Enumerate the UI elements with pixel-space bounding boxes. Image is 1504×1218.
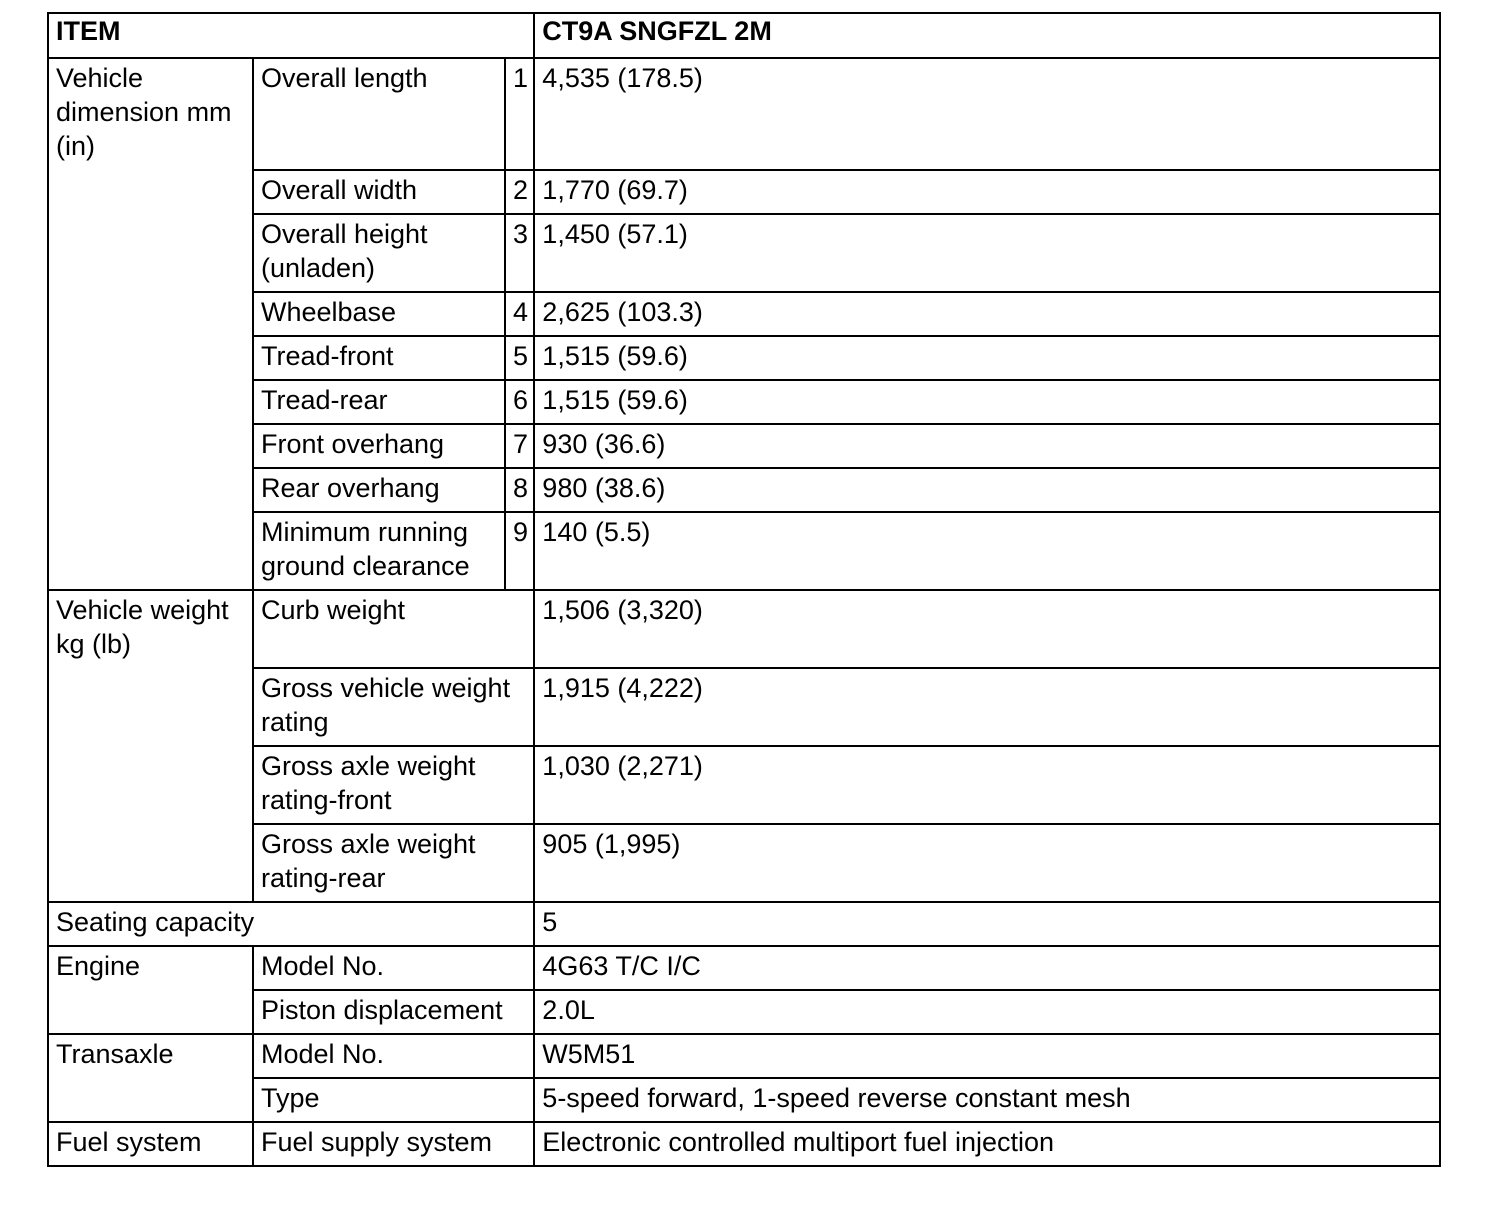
row-value: W5M51 bbox=[534, 1034, 1440, 1078]
row-number: 6 bbox=[505, 380, 534, 424]
table-row bbox=[48, 668, 1440, 746]
row-label: Tread-front bbox=[253, 336, 505, 380]
row-value: 930 (36.6) bbox=[534, 424, 1440, 468]
table-row bbox=[48, 58, 1440, 170]
fuel-group-label: Fuel system bbox=[48, 1122, 253, 1166]
row-label: Model No. bbox=[253, 1034, 534, 1078]
row-label: Gross axle weight rating-rear bbox=[253, 824, 534, 902]
row-label: Gross axle weight rating-front bbox=[253, 746, 534, 824]
transaxle-group-label: Transaxle bbox=[48, 1034, 253, 1122]
table-row bbox=[48, 946, 1440, 990]
row-value: 140 (5.5) bbox=[534, 512, 1440, 590]
row-value: 1,030 (2,271) bbox=[534, 746, 1440, 824]
row-number: 4 bbox=[505, 292, 534, 336]
row-value: 5-speed forward, 1-speed reverse constant mesh bbox=[534, 1078, 1440, 1122]
row-value: 980 (38.6) bbox=[534, 468, 1440, 512]
table-row bbox=[48, 170, 1440, 214]
header-item: ITEM bbox=[48, 13, 534, 58]
row-label: Tread-rear bbox=[253, 380, 505, 424]
table-row bbox=[48, 824, 1440, 902]
row-label: Model No. bbox=[253, 946, 534, 990]
row-label: Fuel supply system bbox=[253, 1122, 534, 1166]
row-value: 1,506 (3,320) bbox=[534, 590, 1440, 668]
row-number: 9 bbox=[505, 512, 534, 590]
row-value: 4G63 T/C I/C bbox=[534, 946, 1440, 990]
row-value: 2.0L bbox=[534, 990, 1440, 1034]
row-value: 1,450 (57.1) bbox=[534, 214, 1440, 292]
row-label: Curb weight bbox=[253, 590, 534, 668]
table-row bbox=[48, 214, 1440, 292]
table-row bbox=[48, 380, 1440, 424]
row-number: 3 bbox=[505, 214, 534, 292]
row-value: 1,515 (59.6) bbox=[534, 336, 1440, 380]
row-value: 905 (1,995) bbox=[534, 824, 1440, 902]
row-number: 1 bbox=[505, 58, 534, 170]
table-row bbox=[48, 1078, 1440, 1122]
row-number: 8 bbox=[505, 468, 534, 512]
row-value: 2,625 (103.3) bbox=[534, 292, 1440, 336]
row-label: Overall length bbox=[253, 58, 505, 170]
row-label: Overall height (unladen) bbox=[253, 214, 505, 292]
table-row bbox=[48, 990, 1440, 1034]
table-row bbox=[48, 902, 1440, 946]
row-value: 1,770 (69.7) bbox=[534, 170, 1440, 214]
row-value: 1,915 (4,222) bbox=[534, 668, 1440, 746]
engine-group-label: Engine bbox=[48, 946, 253, 1034]
row-number: 7 bbox=[505, 424, 534, 468]
row-number: 5 bbox=[505, 336, 534, 380]
weight-group-label: Vehicle weight kg (lb) bbox=[48, 590, 253, 902]
table-row bbox=[48, 292, 1440, 336]
row-value: Electronic controlled multiport fuel injection bbox=[534, 1122, 1440, 1166]
row-label: Gross vehicle weight rating bbox=[253, 668, 534, 746]
row-label: Wheelbase bbox=[253, 292, 505, 336]
header-model: CT9A SNGFZL 2M bbox=[534, 13, 1440, 58]
table-row bbox=[48, 468, 1440, 512]
table-row bbox=[48, 336, 1440, 380]
header-row bbox=[48, 13, 1440, 58]
table-row bbox=[48, 512, 1440, 590]
row-number: 2 bbox=[505, 170, 534, 214]
table-row bbox=[48, 1122, 1440, 1166]
dimension-group-label: Vehicle dimension mm (in) bbox=[48, 58, 253, 590]
row-value: 4,535 (178.5) bbox=[534, 58, 1440, 170]
row-label: Minimum running ground clearance bbox=[253, 512, 505, 590]
spec-table bbox=[47, 12, 1441, 1167]
table-row bbox=[48, 1034, 1440, 1078]
row-label: Type bbox=[253, 1078, 534, 1122]
table-row bbox=[48, 746, 1440, 824]
table-row bbox=[48, 590, 1440, 668]
seating-value: 5 bbox=[534, 902, 1440, 946]
row-label: Front overhang bbox=[253, 424, 505, 468]
seating-label: Seating capacity bbox=[48, 902, 534, 946]
table-row bbox=[48, 424, 1440, 468]
row-value: 1,515 (59.6) bbox=[534, 380, 1440, 424]
row-label: Overall width bbox=[253, 170, 505, 214]
row-label: Piston displacement bbox=[253, 990, 534, 1034]
row-label: Rear overhang bbox=[253, 468, 505, 512]
